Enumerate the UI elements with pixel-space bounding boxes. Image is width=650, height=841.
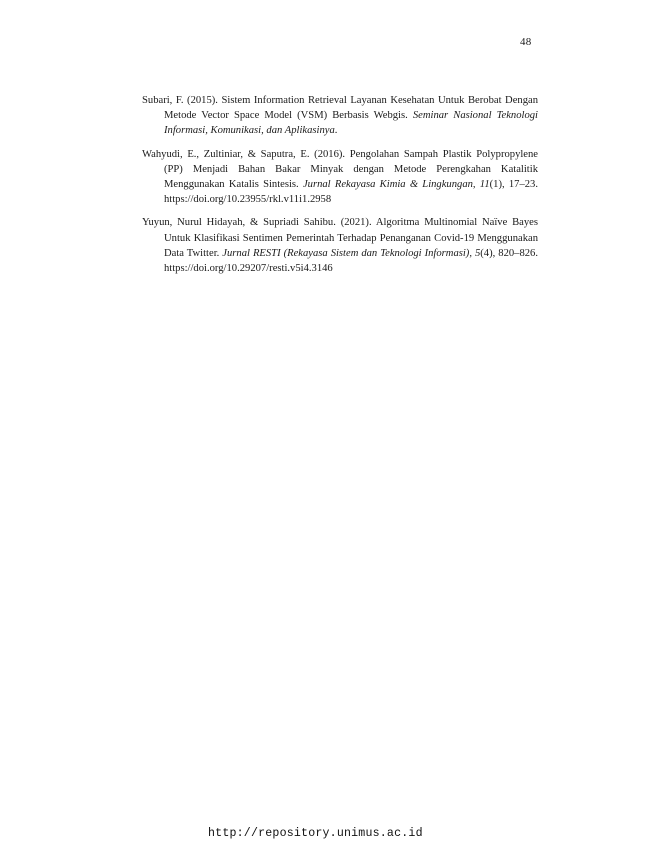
reference-volume: , 5 bbox=[469, 247, 481, 259]
reference-source: Jurnal Rekayasa Kimia & Lingkungan bbox=[302, 179, 473, 191]
reference-entry bbox=[142, 147, 538, 208]
reference-entry bbox=[142, 93, 538, 139]
reference-title: Sistem Information Retrieval Layanan Kesehatan Untuk Berobat Dengan Metode Vector Space Model (VSM) Berbasis Webgis. bbox=[164, 95, 538, 122]
reference-volume: , 11 bbox=[472, 179, 490, 191]
page-number: 48 bbox=[520, 36, 532, 48]
reference-entry bbox=[142, 215, 538, 276]
reference-authors-year: Yuyun, Nurul Hidayah, & Supriadi Sahibu. (2021). bbox=[142, 217, 372, 229]
reference-authors-year: Subari, F. (2015). bbox=[142, 95, 218, 106]
reference-source: Seminar Nasional Teknologi Informasi, Komunikasi, dan Aplikasinya bbox=[164, 110, 539, 137]
reference-title: Pengolahan Sampah Plastik Polypropylene (PP) Menjadi Bahan Bakar Minyak dengan Metode Perengkahan Katalitik Menggunakan Katalis Sintesis. bbox=[164, 148, 539, 191]
reference-list bbox=[142, 93, 538, 284]
reference-authors-year: Wahyudi, E., Zultiniar, & Saputra, E. (2016). bbox=[142, 148, 346, 160]
reference-tail: (4), 820–826. https://doi.org/10.29207/resti.v5i4.3146 bbox=[164, 247, 538, 275]
reference-tail: (1), 17–23. https://doi.org/10.23955/rkl.v11i1.2958 bbox=[164, 179, 538, 206]
repository-footer-link[interactable]: http://repository.unimus.ac.id bbox=[208, 827, 423, 840]
reference-source: Jurnal RESTI (Rekayasa Sistem dan Teknologi Informasi) bbox=[222, 247, 470, 259]
reference-title: Algoritma Multinomial Naïve Bayes Untuk Klasifikasi Sentimen Pemerintah Terhadap Penanganan Covid-19 Menggunakan Data Twitter. bbox=[164, 217, 538, 259]
reference-tail: . bbox=[334, 125, 338, 137]
